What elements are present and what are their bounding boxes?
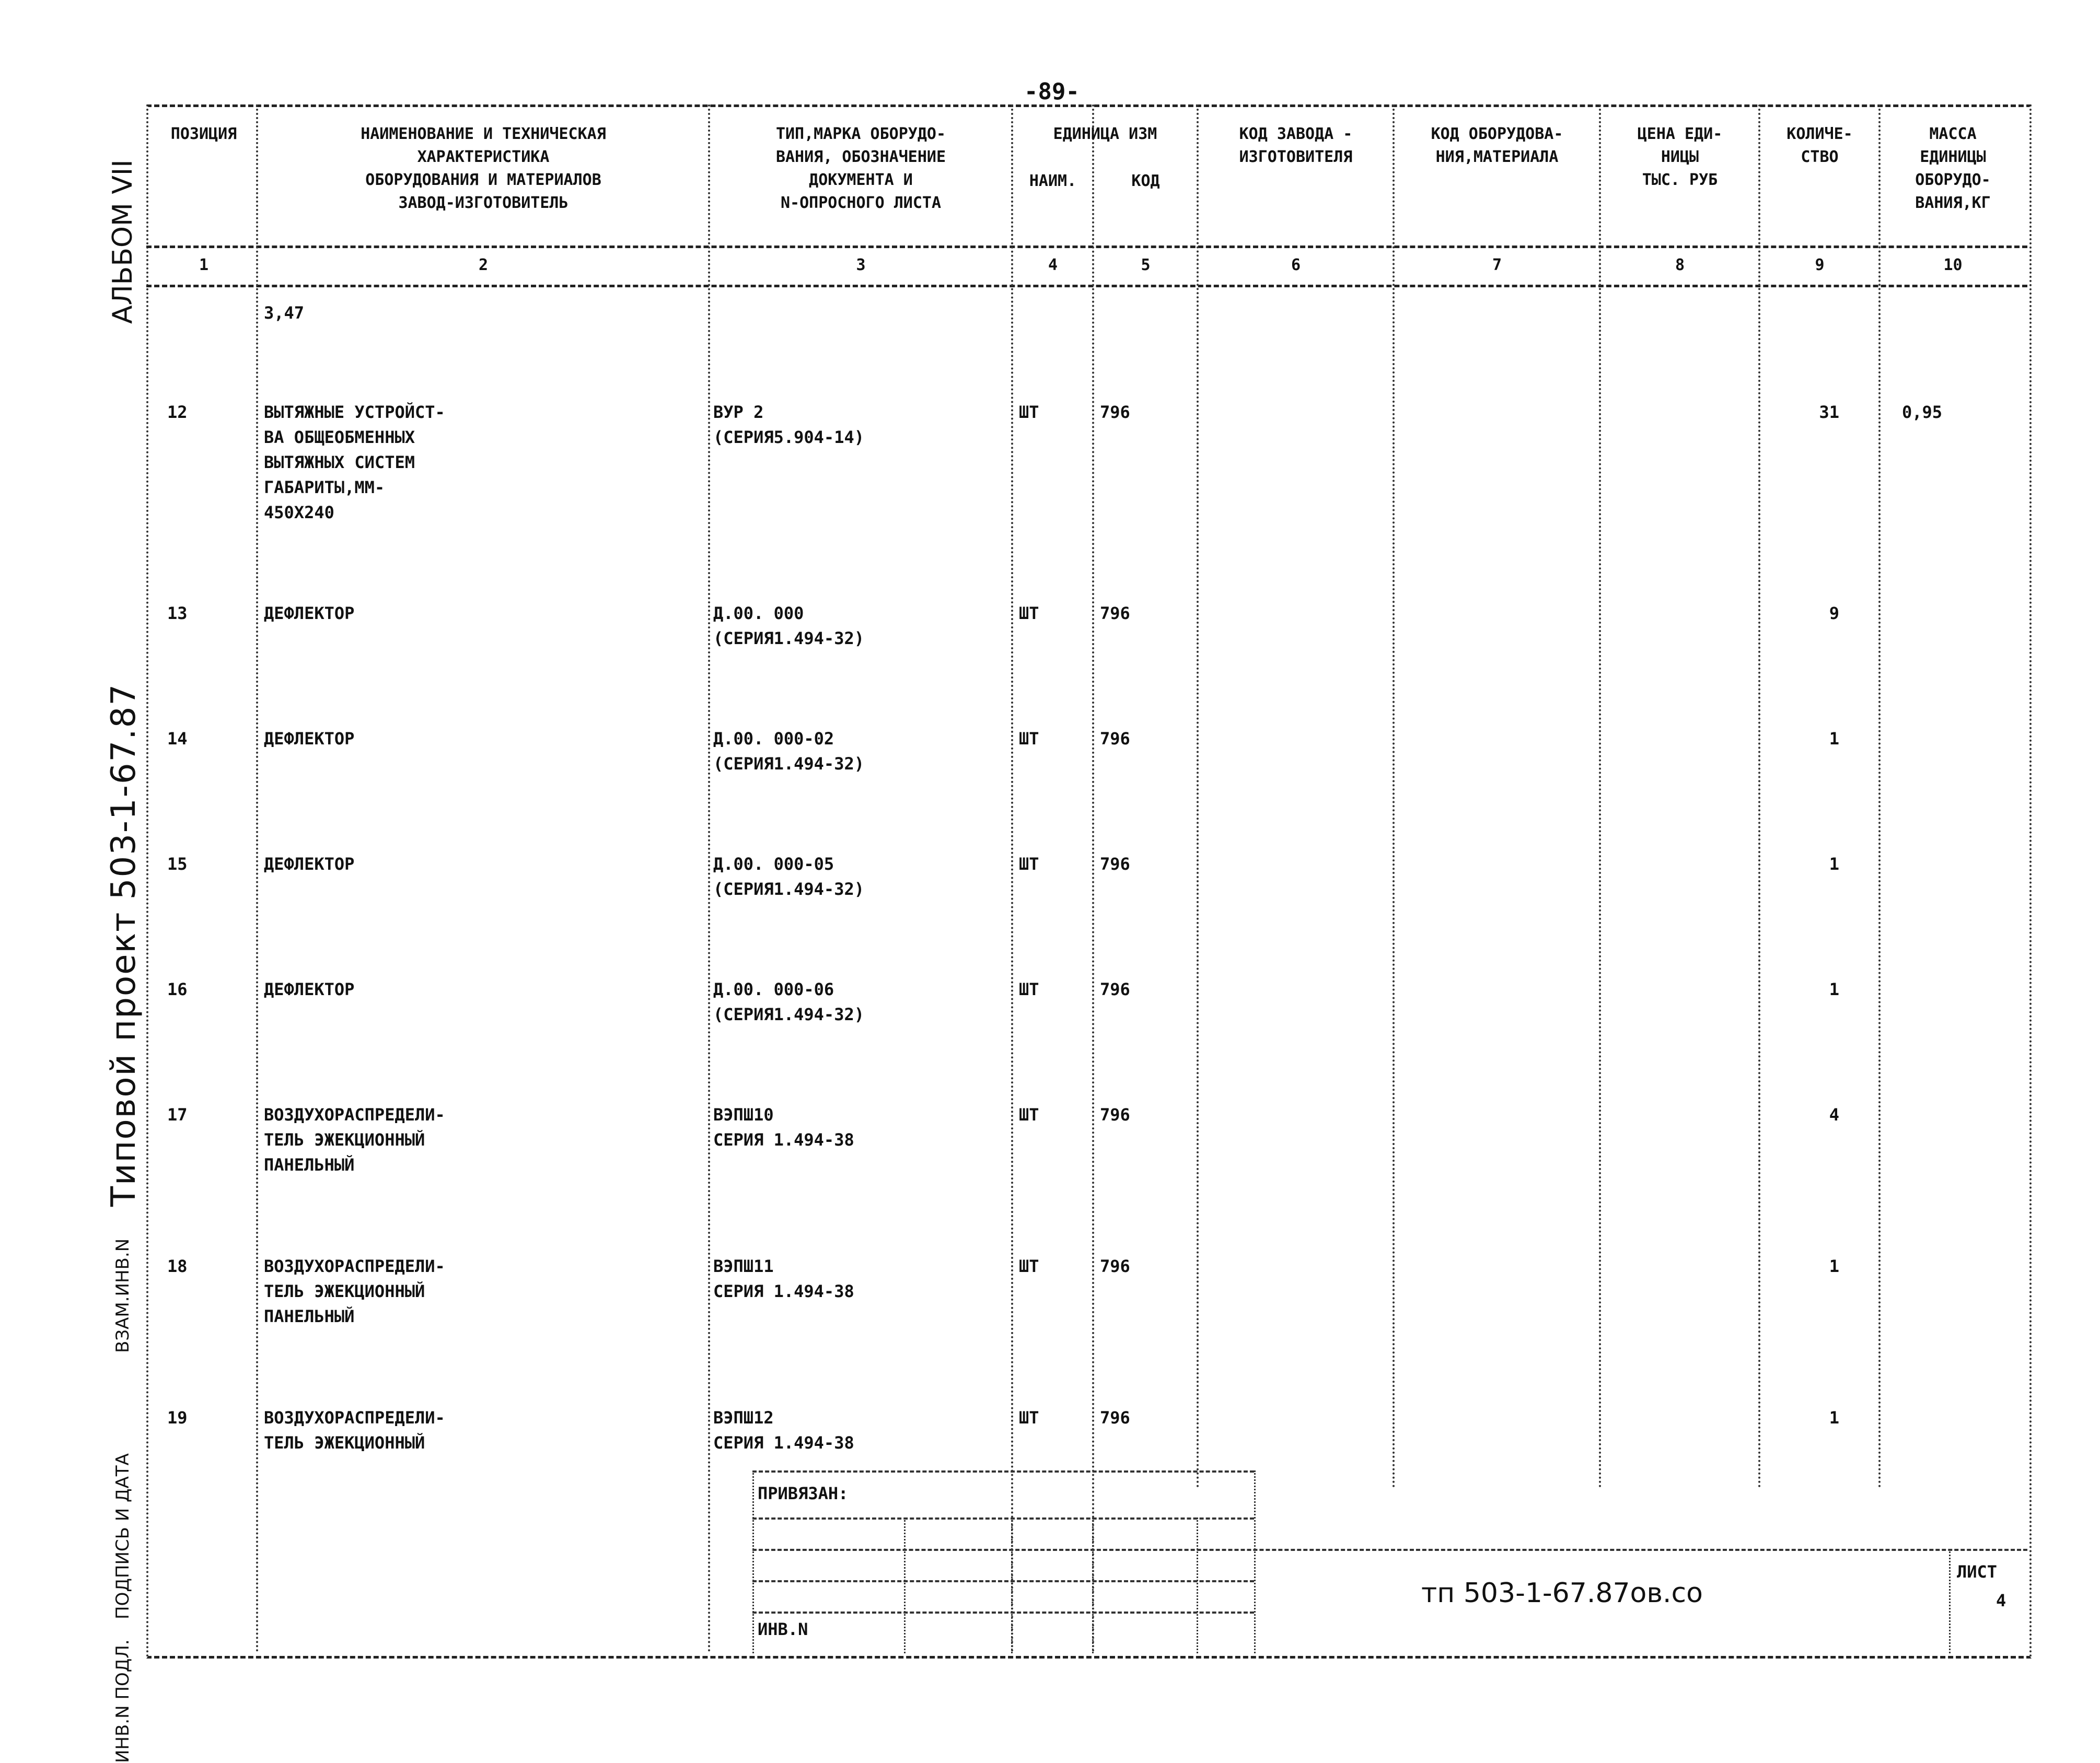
row-position: 18 bbox=[167, 1256, 188, 1276]
signature-date-label: ПОДПИСЬ И ДАТА bbox=[112, 1453, 133, 1619]
colnum-4: 4 bbox=[1048, 256, 1058, 274]
colnum-1: 1 bbox=[199, 256, 209, 274]
row-quantity: 31 bbox=[1819, 402, 1839, 422]
header-equipment-code: КОД ОБОРУДОВА- НИЯ,МАТЕРИАЛА bbox=[1431, 125, 1563, 166]
row-unit: ШТ bbox=[1019, 729, 1039, 749]
col-divider bbox=[1197, 104, 1199, 1489]
row-type: ВЭПШ12 СЕРИЯ 1.494-38 bbox=[713, 1408, 854, 1453]
row-type: Д.00. 000 (СЕРИЯ1.494-32) bbox=[713, 603, 864, 648]
row-code: 796 bbox=[1100, 1256, 1130, 1276]
col-divider bbox=[1092, 104, 1094, 1653]
col-divider bbox=[1393, 104, 1395, 1489]
colnum-10: 10 bbox=[1943, 256, 1963, 274]
stamp-divider bbox=[1011, 1517, 1013, 1653]
colnum-5: 5 bbox=[1141, 256, 1151, 274]
stamp-divider bbox=[1254, 1470, 1256, 1653]
stamp-top-line bbox=[752, 1470, 1254, 1473]
colnum-divider bbox=[146, 285, 2027, 287]
row-quantity: 1 bbox=[1829, 1408, 1839, 1428]
row-unit: ШТ bbox=[1019, 1408, 1039, 1428]
row-position: 17 bbox=[167, 1105, 188, 1125]
colnum-3: 3 bbox=[856, 256, 866, 274]
stamp-divider bbox=[904, 1517, 906, 1653]
stamp-divider bbox=[1949, 1549, 1951, 1653]
row-quantity: 1 bbox=[1829, 979, 1839, 999]
header-name: НАИМЕНОВАНИЕ И ТЕХНИЧЕСКАЯ ХАРАКТЕРИСТИКА ОБОРУДОВАНИЯ И МАТЕРИАЛОВ ЗАВОД-ИЗГОТОВИТЕЛЬ bbox=[361, 125, 606, 212]
row-type: ВУР 2 (СЕРИЯ5.904-14) bbox=[713, 402, 864, 447]
row-name: ВОЗДУХОРАСПРЕДЕЛИ- ТЕЛЬ ЭЖЕКЦИОННЫЙ ПАНЕЛЬНЫЙ bbox=[264, 1105, 445, 1175]
header-unit-group: ЕДИНИЦА ИЗМ bbox=[1053, 125, 1157, 143]
row-type: Д.00. 000-05 (СЕРИЯ1.494-32) bbox=[713, 854, 864, 899]
sheet-label: ЛИСТ bbox=[1957, 1562, 1998, 1582]
col-divider bbox=[1758, 104, 1760, 1489]
stamp-divider bbox=[752, 1470, 754, 1653]
row-quantity: 9 bbox=[1829, 603, 1839, 623]
header-type: ТИП,МАРКА ОБОРУДО- ВАНИЯ, ОБОЗНАЧЕНИЕ ДОКУМЕНТА И N-ОПРОСНОГО ЛИСТА bbox=[775, 125, 946, 212]
stamp-line bbox=[752, 1580, 1254, 1582]
row-quantity: 4 bbox=[1829, 1105, 1839, 1125]
row-unit: ШТ bbox=[1019, 979, 1039, 999]
row-name: ВОЗДУХОРАСПРЕДЕЛИ- ТЕЛЬ ЭЖЕКЦИОННЫЙ bbox=[264, 1408, 445, 1453]
col-divider bbox=[1599, 104, 1601, 1489]
sheet-number: 4 bbox=[1996, 1591, 2006, 1610]
row-code: 796 bbox=[1100, 979, 1130, 999]
row-name: ДЕФЛЕКТОР bbox=[264, 729, 355, 749]
colnum-6: 6 bbox=[1291, 256, 1301, 274]
row-position: 16 bbox=[167, 979, 188, 999]
row-unit: ШТ bbox=[1019, 1105, 1039, 1125]
row-mass: 0,95 bbox=[1902, 402, 1943, 422]
row-name: ВОЗДУХОРАСПРЕДЕЛИ- ТЕЛЬ ЭЖЕКЦИОННЫЙ ПАНЕЛЬНЫЙ bbox=[264, 1256, 445, 1326]
header-unit-code: КОД bbox=[1131, 172, 1160, 190]
row-type: ВЭПШ10 СЕРИЯ 1.494-38 bbox=[713, 1105, 854, 1150]
carry-over-value: 3,47 bbox=[264, 303, 305, 323]
row-position: 13 bbox=[167, 603, 188, 623]
inv-orig-label: ИНВ.N ПОДЛ. bbox=[112, 1639, 133, 1763]
row-unit: ШТ bbox=[1019, 854, 1039, 874]
row-name: ДЕФЛЕКТОР bbox=[264, 979, 355, 999]
header-unit-name: НАИМ. bbox=[1029, 172, 1077, 190]
row-code: 796 bbox=[1100, 1408, 1130, 1428]
stamp-divider bbox=[1092, 1517, 1094, 1653]
row-position: 19 bbox=[167, 1408, 188, 1428]
row-name: ДЕФЛЕКТОР bbox=[264, 854, 355, 874]
inv-ref-label: ВЗАМ.ИНВ.N bbox=[112, 1238, 133, 1353]
row-type: ВЭПШ11 СЕРИЯ 1.494-38 bbox=[713, 1256, 854, 1301]
project-label: Типовой проект 503-1-67.87 bbox=[105, 683, 143, 1207]
col-divider bbox=[256, 104, 258, 1653]
row-name: ВЫТЯЖНЫЕ УСТРОЙСТ- ВА ОБЩЕОБМЕННЫХ ВЫТЯЖНЫХ СИСТЕМ ГАБАРИТЫ,ММ- 450Х240 bbox=[264, 402, 445, 522]
stamp-line bbox=[752, 1549, 2027, 1551]
row-name: ДЕФЛЕКТОР bbox=[264, 603, 355, 623]
row-code: 796 bbox=[1100, 854, 1130, 874]
stamp-inv-label: ИНВ.N bbox=[758, 1619, 808, 1639]
row-position: 12 bbox=[167, 402, 188, 422]
colnum-2: 2 bbox=[478, 256, 489, 274]
row-code: 796 bbox=[1100, 729, 1130, 749]
header-quantity: КОЛИЧЕ- СТВО bbox=[1786, 125, 1853, 166]
header-mass: МАССА ЕДИНИЦЫ ОБОРУДО- ВАНИЯ,КГ bbox=[1915, 125, 1991, 212]
sidebar bbox=[102, 104, 146, 1763]
row-quantity: 1 bbox=[1829, 729, 1839, 749]
stamp-line bbox=[752, 1517, 1254, 1520]
col-divider bbox=[1878, 104, 1881, 1489]
col-divider bbox=[1011, 104, 1013, 1653]
row-quantity: 1 bbox=[1829, 1256, 1839, 1276]
stamp-divider bbox=[1197, 1517, 1198, 1653]
row-code: 796 bbox=[1100, 603, 1130, 623]
colnum-8: 8 bbox=[1675, 256, 1685, 274]
row-code: 796 bbox=[1100, 402, 1130, 422]
col-divider bbox=[708, 104, 710, 1653]
header-divider bbox=[146, 246, 2027, 248]
row-type: Д.00. 000-06 (СЕРИЯ1.494-32) bbox=[713, 979, 864, 1024]
row-position: 14 bbox=[167, 729, 188, 749]
stamp-linked-label: ПРИВЯЗАН: bbox=[758, 1484, 849, 1503]
header-factory-code: КОД ЗАВОДА - ИЗГОТОВИТЕЛЯ bbox=[1239, 125, 1353, 166]
row-quantity: 1 bbox=[1829, 854, 1839, 874]
colnum-9: 9 bbox=[1815, 256, 1825, 274]
stamp-line bbox=[752, 1612, 1254, 1614]
row-unit: ШТ bbox=[1019, 1256, 1039, 1276]
document-code: тп 503-1-67.87ов.со bbox=[1421, 1578, 1703, 1609]
row-code: 796 bbox=[1100, 1105, 1130, 1125]
row-unit: ШТ bbox=[1019, 402, 1039, 422]
row-unit: ШТ bbox=[1019, 603, 1039, 623]
row-type: Д.00. 000-02 (СЕРИЯ1.494-32) bbox=[713, 729, 864, 774]
colnum-7: 7 bbox=[1492, 256, 1502, 274]
page-number: -89- bbox=[1024, 78, 1080, 105]
row-position: 15 bbox=[167, 854, 188, 874]
header-position: ПОЗИЦИЯ bbox=[170, 125, 237, 143]
album-label: АЛЬБОМ VII bbox=[107, 159, 138, 324]
header-price: ЦЕНА ЕДИ- НИЦЫ ТЫС. РУБ bbox=[1637, 125, 1723, 189]
